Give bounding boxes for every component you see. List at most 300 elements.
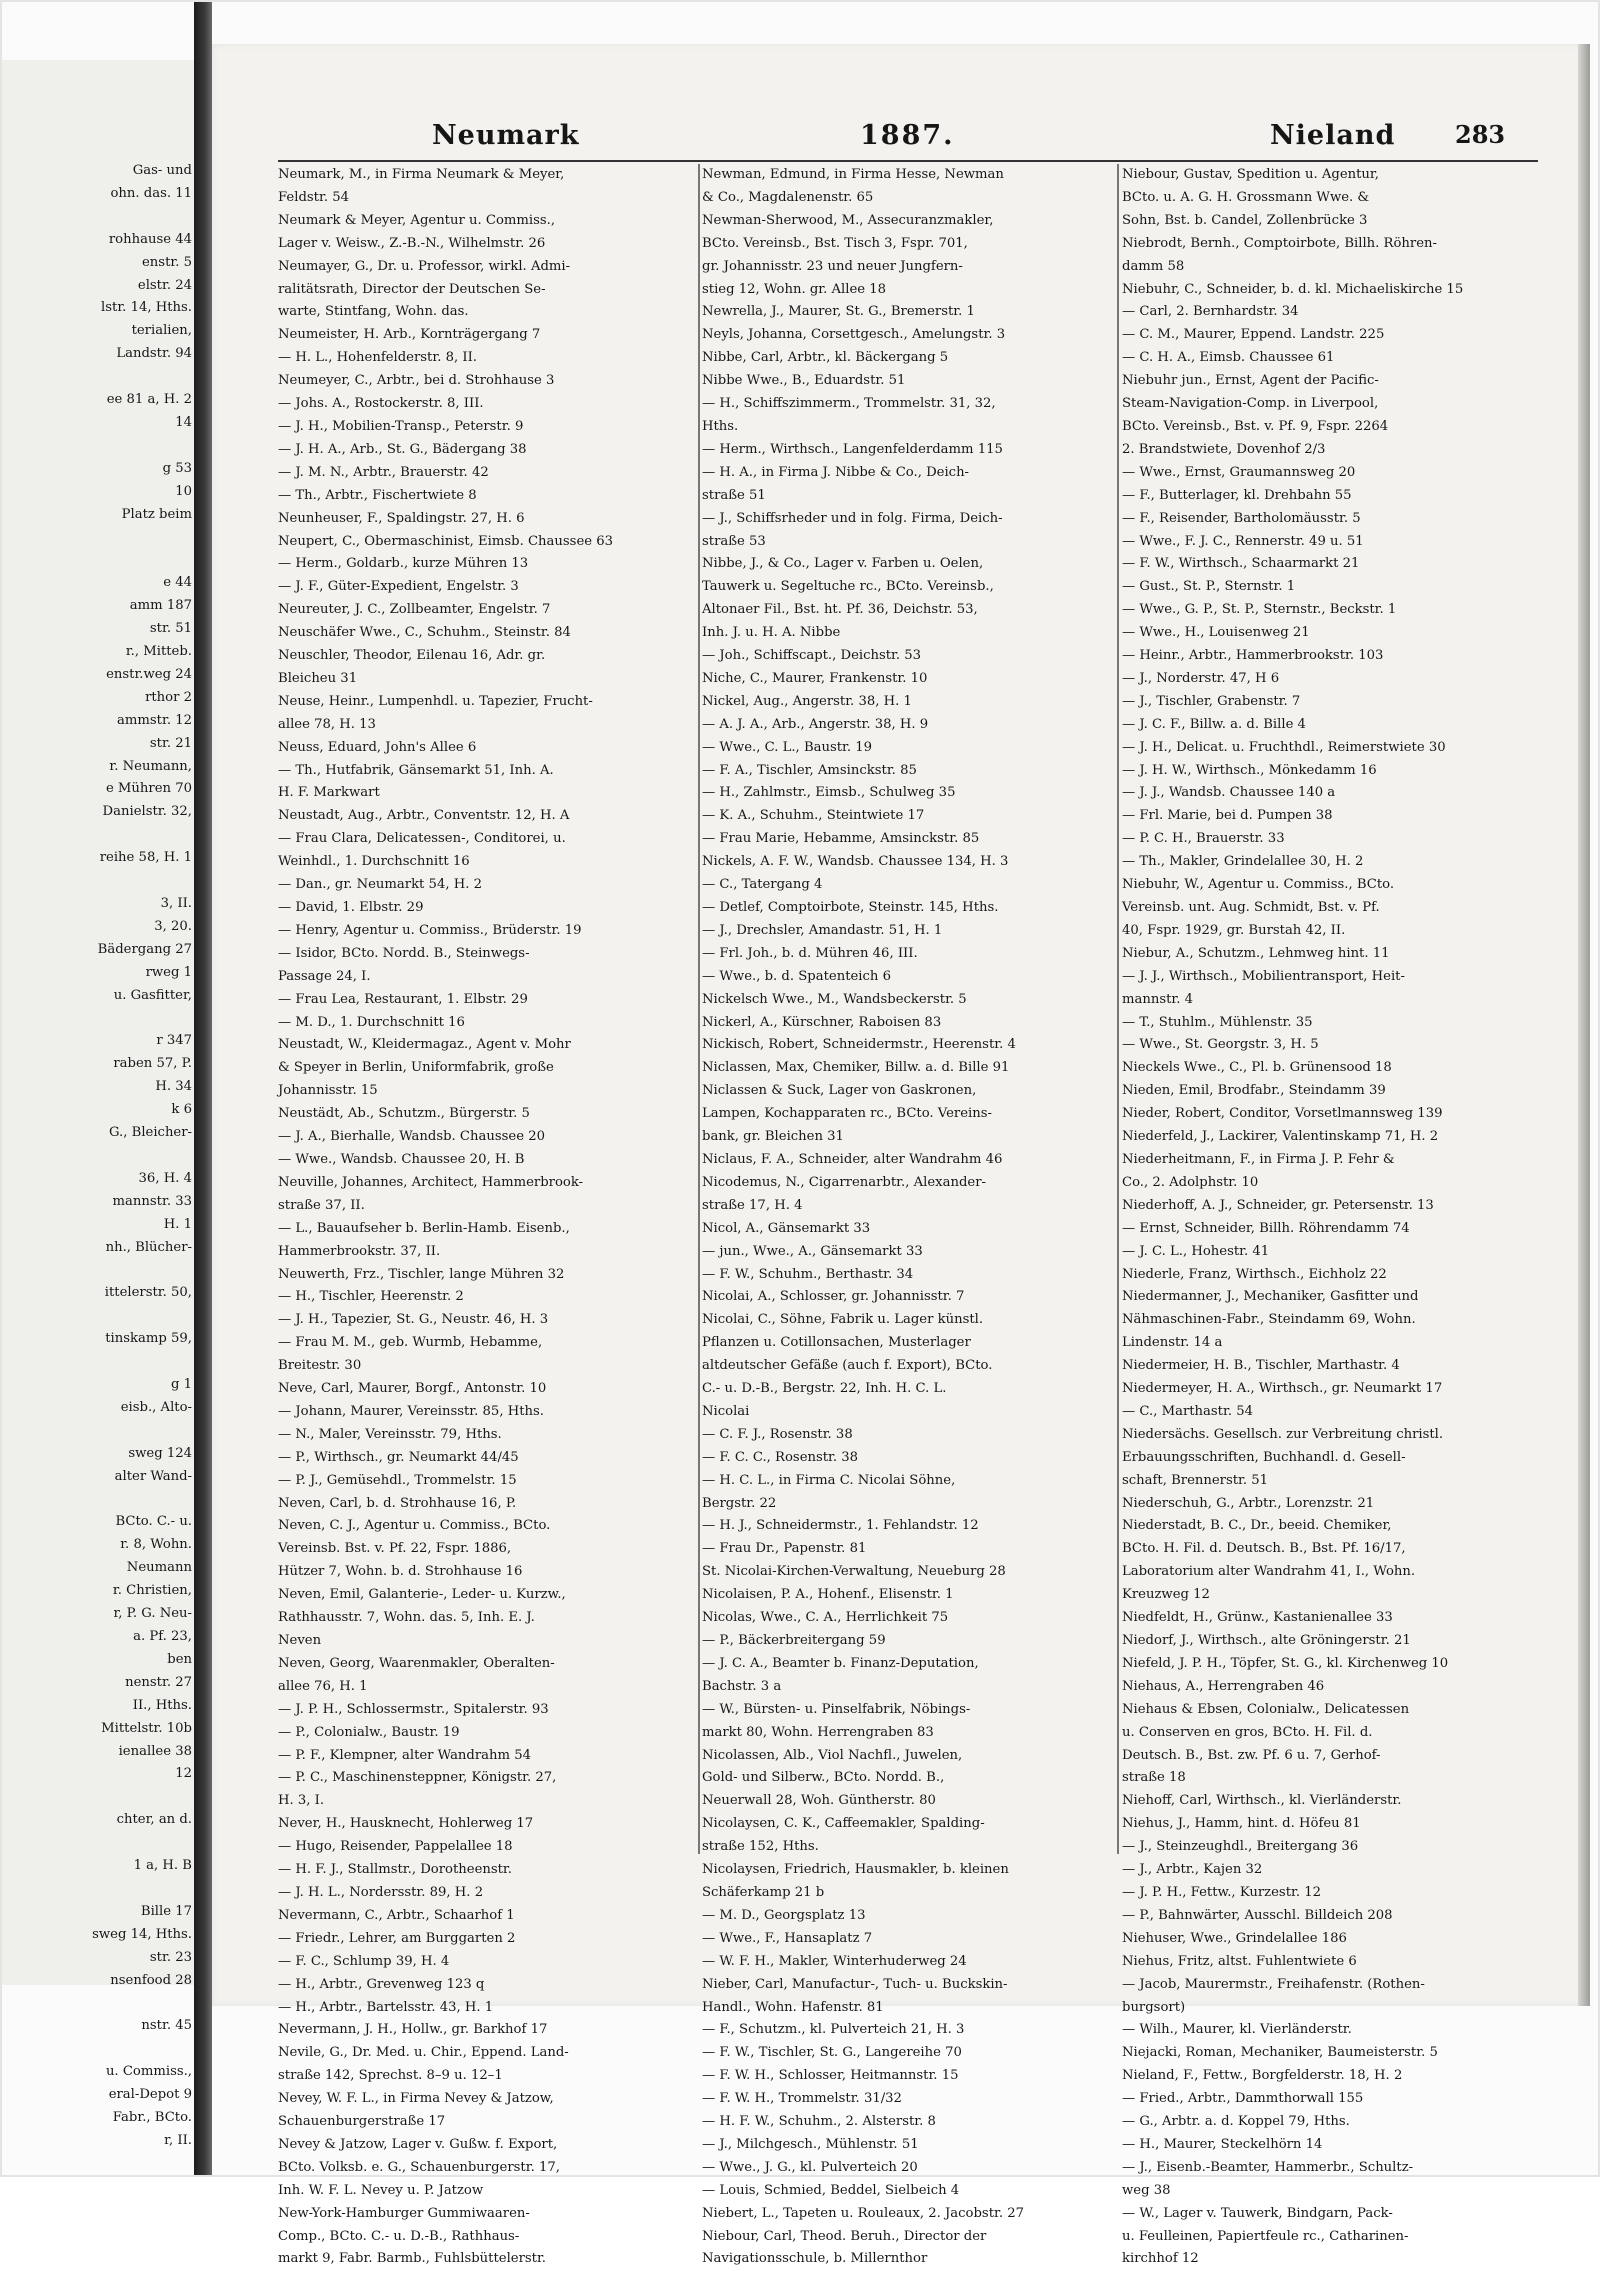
directory-entry-line: — Joh., Schiffscapt., Deichstr. 53	[702, 648, 922, 664]
fragment-line: rweg 1	[145, 964, 192, 980]
fragment-line: ben	[167, 1651, 192, 1667]
directory-entry-line: — J., Norderstr. 47, H 6	[1122, 670, 1280, 686]
directory-entry-line: — Wwe., F., Hansaplatz 7	[702, 1930, 873, 1946]
directory-entry-line: Nibbe, Carl, Arbtr., kl. Bäckergang 5	[702, 350, 949, 366]
directory-entry-line: Nicolai, C., Söhne, Fabrik u. Lager künstl.	[702, 1312, 984, 1328]
fragment-line	[4, 870, 192, 893]
fragment-line: reihe 58, H. 1	[99, 850, 192, 866]
directory-entry-line: — J. P. H., Fettw., Kurzestr. 12	[1122, 1884, 1322, 1900]
directory-entry-line: Lager v. Weisw., Z.-B.-N., Wilhelmstr. 26	[278, 235, 546, 251]
directory-entry-line: markt 9, Fabr. Barmb., Fuhlsbüttelerstr.	[278, 2251, 547, 2267]
fragment-line: 14	[175, 414, 192, 430]
directory-entry-line: Comp., BCto. C.- u. D.-B., Rathhaus-	[278, 2228, 520, 2244]
directory-entry-line: Nieden, Emil, Brodfabr., Steindamm 39	[1122, 1083, 1386, 1099]
fragment-line: str. 21	[149, 735, 192, 751]
directory-entry-line: — Frau Lea, Restaurant, 1. Elbstr. 29	[278, 991, 528, 1007]
directory-entry-line: Niedermeier, H. B., Tischler, Marthastr. 4	[1122, 1358, 1400, 1374]
directory-entry-line: Niederstadt, B. C., Dr., beeid. Chemiker,	[1122, 1518, 1392, 1534]
fragment-line: nenstr. 27	[125, 1674, 192, 1690]
directory-entry-line: Niebour, Carl, Theod. Beruh., Director der	[702, 2228, 987, 2244]
fragment-line: chter, an d.	[116, 1812, 192, 1828]
directory-entry-line: Schäferkamp 21 b	[702, 1884, 825, 1900]
fragment-line: 36, H. 4	[138, 1170, 192, 1186]
directory-entry-line: Nicol, A., Gänsemarkt 33	[702, 1220, 871, 1236]
directory-entry-line: Nicolassen, Alb., Viol Nachfl., Juwelen,	[702, 1747, 963, 1763]
directory-entry-line: — Th., Makler, Grindelallee 30, H. 2	[1122, 854, 1364, 870]
fragment-line: 12	[175, 1766, 192, 1782]
directory-entry-line: — Ernst, Schneider, Billh. Röhrendamm 74	[1122, 1220, 1410, 1236]
fragment-line: r, P. G. Neu-	[113, 1606, 192, 1622]
fragment-line	[4, 1305, 192, 1328]
directory-entry-line: — Wwe., C. L., Baustr. 19	[702, 739, 873, 755]
column-divider	[698, 164, 700, 1854]
directory-entry-line: — G., Arbtr. a. d. Koppel 79, Hths.	[1122, 2114, 1350, 2130]
header-year: 1887.	[860, 120, 955, 151]
directory-entry-line: Lindenstr. 14 a	[1122, 1335, 1223, 1351]
directory-entry-line: Gold- und Silberw., BCto. Nordd. B.,	[702, 1770, 945, 1786]
directory-entry-line: St. Nicolai-Kirchen-Verwaltung, Neueburg 28	[702, 1564, 1006, 1580]
fragment-line	[4, 2038, 192, 2061]
directory-entry-line: schaft, Brennerstr. 51	[1122, 1472, 1269, 1488]
directory-entry-line: Niedorf, J., Wirthsch., alte Gröningerstr. 21	[1122, 1633, 1411, 1648]
directory-entry-line: Niebrodt, Bernh., Comptoirbote, Billh. Röhren-	[1122, 235, 1437, 251]
directory-entry-line: Niclassen & Suck, Lager von Gaskronen,	[702, 1083, 977, 1099]
directory-entry-line: — H. C. L., in Firma C. Nicolai Söhne,	[702, 1472, 956, 1488]
directory-entry-line: straße 142, Sprechst. 8–9 u. 12–1	[278, 2068, 503, 2084]
fragment-line: G., Bleicher-	[108, 1125, 192, 1141]
directory-entry-line: Nevey & Jatzow, Lager v. Gußw. f. Export,	[278, 2136, 558, 2152]
column-divider	[1117, 164, 1119, 1854]
directory-entry-line: — Wwe., Ernst, Graumannsweg 20	[1122, 464, 1356, 480]
directory-entry-line: Nibbe, J., & Co., Lager v. Farben u. Oelen,	[702, 556, 984, 572]
directory-entry-line: Erbauungsschriften, Buchhandl. d. Gesell-	[1122, 1449, 1406, 1465]
directory-entry-line: Niclaus, F. A., Schneider, alter Wandrahm 46	[702, 1151, 1003, 1167]
directory-entry-line: Niederschuh, G., Arbtr., Lorenzstr. 21	[1122, 1495, 1375, 1511]
fragment-line: enstr. 5	[142, 254, 192, 270]
directory-entry-line: H. 3, I.	[278, 1793, 325, 1809]
directory-entry-line: — Wwe., J. G., kl. Pulverteich 20	[702, 2159, 918, 2175]
fragment-line: Danielstr. 32,	[102, 804, 192, 820]
directory-entry-line: BCto. Volksb. e. G., Schauenburgerstr. 17,	[278, 2159, 560, 2175]
directory-entry-line: Vereinsb. unt. Aug. Schmidt, Bst. v. Pf.	[1122, 900, 1380, 915]
directory-entry-line: — J., Steinzeughdl., Breitergang 36	[1122, 1839, 1359, 1855]
directory-entry-line: 2. Brandstwiete, Dovenhof 2/3	[1122, 441, 1326, 457]
directory-entry-line: — F. W. H., Schlosser, Heitmannstr. 15	[702, 2068, 959, 2084]
directory-entry-line: allee 76, H. 1	[278, 1678, 368, 1694]
fragment-line: terialien,	[131, 323, 192, 339]
fragment-line: Landstr. 94	[116, 346, 192, 362]
directory-entry-line: — Detlef, Comptoirbote, Steinstr. 145, Hths.	[702, 900, 999, 915]
directory-entry-line: — F. W. H., Trommelstr. 31/32	[702, 2091, 902, 2107]
fragment-line: k 6	[171, 1102, 192, 1118]
directory-entry-line: Niederheitmann, F., in Firma J. P. Fehr &	[1122, 1151, 1395, 1167]
directory-entry-line: — L., Bauaufseher b. Berlin-Hamb. Eisenb.,	[278, 1220, 570, 1236]
directory-entry-line: Neumayer, G., Dr. u. Professor, wirkl. Admi-	[278, 258, 571, 274]
directory-entry-line: — Johann, Maurer, Vereinsstr. 85, Hths.	[278, 1403, 544, 1419]
directory-entry-line: — C. F. J., Rosenstr. 38	[702, 1426, 853, 1442]
directory-entry-line: Hützer 7, Wohn. b. d. Strohhause 16	[278, 1564, 523, 1580]
fragment-line: eral-Depot 9	[108, 2087, 192, 2103]
fragment-line	[4, 1878, 192, 1901]
directory-entry-line: — Jacob, Maurermstr., Freihafenstr. (Rothen-	[1122, 1976, 1425, 1992]
directory-entry-line: Handl., Wohn. Hafenstr. 81	[702, 1999, 884, 2015]
directory-entry-line: damm 58	[1122, 258, 1185, 274]
directory-entry-line: gr. Johannisstr. 23 und neuer Jungfern-	[702, 258, 963, 274]
directory-entry-line: & Speyer in Berlin, Uniformfabrik, große	[278, 1060, 554, 1076]
directory-entry-line: Niehaus, A., Herrengraben 46	[1122, 1678, 1325, 1694]
fragment-line: II., Hths.	[132, 1697, 192, 1713]
directory-entry-line: — M. D., Georgsplatz 13	[702, 1907, 866, 1923]
directory-entry-line: — Herm., Goldarb., kurze Mühren 13	[278, 556, 529, 572]
directory-entry-line: Weinhdl., 1. Durchschnitt 16	[278, 854, 470, 870]
fragment-line: Bädergang 27	[97, 941, 192, 957]
fragment-line: u. Commiss.,	[105, 2064, 192, 2080]
directory-entry-line: — Johs. A., Rostockerstr. 8, III.	[278, 396, 484, 412]
fragment-line	[4, 1993, 192, 2016]
fragment-line: r., Mitteb.	[125, 644, 192, 660]
directory-entry-line: — J. P. H., Schlossermstr., Spitalerstr. 93	[278, 1701, 549, 1717]
directory-entry-line: — Louis, Schmied, Beddel, Sielbeich 4	[702, 2182, 960, 2198]
directory-entry-line: Neustadt, W., Kleidermagaz., Agent v. Mohr	[278, 1037, 571, 1053]
fragment-line: sweg 124	[128, 1445, 192, 1461]
directory-entry-line: Kreuzweg 12	[1122, 1587, 1210, 1603]
directory-entry-line: — Fried., Arbtr., Dammthorwall 155	[1122, 2091, 1364, 2107]
directory-entry-line: — J. H., Delicat. u. Fruchthdl., Reimerstwiete 30	[1122, 739, 1446, 755]
directory-entry-line: Nickels, A. F. W., Wandsb. Chaussee 134, H. 3	[702, 854, 1009, 870]
directory-entry-line: — H. A., in Firma J. Nibbe & Co., Deich-	[702, 464, 970, 480]
directory-entry-line: — Henry, Agentur u. Commiss., Brüderstr. 19	[278, 922, 582, 938]
directory-entry-line: Sohn, Bst. b. Candel, Zollenbrücke 3	[1122, 212, 1368, 228]
fragment-line: rthor 2	[145, 689, 192, 705]
directory-entry-line: — jun., Wwe., A., Gänsemarkt 33	[702, 1243, 923, 1259]
running-header	[280, 120, 1506, 152]
directory-entry-line: Nickel, Aug., Angerstr. 38, H. 1	[702, 693, 912, 709]
fragment-line: e 44	[163, 575, 192, 591]
directory-entry-line: Nicolaysen, Friedrich, Hausmakler, b. kleinen	[702, 1862, 1009, 1878]
fragment-line	[4, 1786, 192, 1809]
directory-entry-line: Neustadt, Aug., Arbtr., Conventstr. 12, H. A	[278, 808, 570, 824]
directory-entry-line: Nicolai	[702, 1403, 750, 1419]
directory-entry-line: Nicodemus, N., Cigarrenarbtr., Alexander-	[702, 1174, 986, 1190]
directory-entry-line: — F. A., Tischler, Amsinckstr. 85	[702, 762, 917, 778]
directory-entry-line: Niclassen, Max, Chemiker, Billw. a. d. Bille 91	[702, 1060, 1010, 1076]
directory-entry-line: ralitätsrath, Director der Deutschen Se-	[278, 281, 546, 297]
directory-entry-line: — J. H. A., Arb., St. G., Bädergang 38	[278, 441, 527, 457]
directory-entry-line: Neumark, M., in Firma Neumark & Meyer,	[278, 167, 565, 182]
fragment-line: Mittelstr. 10b	[101, 1720, 192, 1736]
directory-entry-line: Neven, Emil, Galanterie-, Leder- u. Kurzw.,	[278, 1587, 566, 1603]
directory-entry-line: u. Conserven en gros, BCto. H. Fil. d.	[1122, 1724, 1373, 1740]
directory-entry-line: — Th., Arbtr., Fischertwiete 8	[278, 487, 477, 503]
directory-entry-line: Niedermeyer, H. A., Wirthsch., gr. Neumarkt 17	[1122, 1381, 1443, 1397]
fragment-line: str. 51	[149, 621, 192, 637]
directory-entry-line: warte, Stintfang, Wohn. das.	[278, 304, 469, 320]
directory-entry-line: Steam-Navigation-Comp. in Liverpool,	[1122, 396, 1379, 412]
directory-entry-line: — H., Maurer, Steckelhörn 14	[1122, 2136, 1323, 2152]
directory-entry-line: Nieland, F., Fettw., Borgfelderstr. 18, H. 2	[1122, 2068, 1403, 2084]
directory-entry-line: Bergstr. 22	[702, 1495, 777, 1511]
directory-entry-line: Niebour, Gustav, Spedition u. Agentur,	[1122, 167, 1379, 182]
directory-entry-line: — A. J. A., Arb., Angerstr. 38, H. 9	[702, 716, 929, 732]
fragment-line: mannstr. 33	[112, 1193, 192, 1209]
directory-entry-line: — F., Reisender, Bartholomäusstr. 5	[1122, 510, 1361, 526]
directory-entry-line: — Wwe., F. J. C., Rennerstr. 49 u. 51	[1122, 533, 1364, 549]
directory-entry-line: Neuse, Heinr., Lumpenhdl. u. Tapezier, Frucht-	[278, 693, 593, 709]
directory-entry-line: — J. C. L., Hohestr. 41	[1122, 1243, 1270, 1259]
directory-entry-line: Niebur, A., Schutzm., Lehmweg hint. 11	[1122, 945, 1390, 961]
fragment-line	[4, 366, 192, 389]
directory-entry-line: Hths.	[702, 418, 739, 434]
directory-entry-line: Niehoff, Carl, Wirthsch., kl. Vierländerstr.	[1122, 1793, 1402, 1809]
directory-entry-line: — J. H., Tapezier, St. G., Neustr. 46, H. 3	[278, 1312, 549, 1328]
directory-entry-line: — Dan., gr. Neumarkt 54, H. 2	[278, 877, 482, 893]
fragment-line	[4, 206, 192, 229]
directory-entry-line: Passage 24, I.	[278, 968, 371, 984]
fragment-line: ittelerstr. 50,	[104, 1285, 192, 1301]
directory-entry-line: Bleicheu 31	[278, 670, 358, 686]
directory-entry-line: — J. H. L., Nordersstr. 89, H. 2	[278, 1884, 484, 1900]
fragment-line: r. Christien,	[112, 1583, 192, 1599]
directory-entry-line: — H. F. J., Stallmstr., Dorotheenstr.	[278, 1862, 512, 1878]
directory-entry-line: — C., Tatergang 4	[702, 877, 823, 893]
fragment-line: 1 a, H. B	[133, 1858, 192, 1874]
directory-entry-line: — Heinr., Arbtr., Hammerbrookstr. 103	[1122, 648, 1384, 664]
directory-entry-line: Nevile, G., Dr. Med. u. Chir., Eppend. Land-	[278, 2045, 569, 2061]
header-last-entry: Nieland	[1270, 120, 1396, 151]
fragment-line: ammstr. 12	[117, 712, 192, 728]
fragment-line: BCto. C.- u.	[115, 1514, 192, 1530]
directory-entry-line: Nickerl, A., Kürschner, Raboisen 83	[702, 1014, 942, 1030]
fragment-line: sweg 14, Hths.	[92, 1926, 192, 1942]
directory-entry-line: straße 17, H. 4	[702, 1197, 803, 1213]
directory-entry-line: — J. H., Mobilien-Transp., Peterstr. 9	[278, 418, 524, 434]
directory-entry-line: Niejacki, Roman, Mechaniker, Baumeisterstr. 5	[1122, 2045, 1438, 2061]
directory-entry-line: — J. H. W., Wirthsch., Mönkedamm 16	[1122, 762, 1377, 778]
directory-entry-line: — F., Schutzm., kl. Pulverteich 21, H. 3	[702, 2022, 965, 2038]
fragment-line	[4, 824, 192, 847]
directory-entry-line: Deutsch. B., Bst. zw. Pf. 6 u. 7, Gerhof-	[1122, 1747, 1381, 1763]
directory-entry-line: — H., Tischler, Heerenstr. 2	[278, 1289, 464, 1305]
fragment-line: 3, 20.	[154, 918, 192, 934]
directory-entry-line: — Wwe., b. d. Spatenteich 6	[702, 968, 891, 984]
directory-column-3	[1122, 164, 1538, 2267]
directory-entry-line: — Th., Hutfabrik, Gänsemarkt 51, Inh. A.	[278, 762, 554, 778]
directory-entry-line: C.- u. D.-B., Bergstr. 22, Inh. H. C. L.	[702, 1381, 947, 1397]
directory-entry-line: — H., Arbtr., Bartelsstr. 43, H. 1	[278, 1999, 494, 2015]
header-rule	[278, 160, 1538, 162]
directory-entry-line: Nevey, W. F. L., in Firma Nevey & Jatzow,	[278, 2091, 554, 2107]
directory-entry-line: — J. J., Wirthsch., Mobilientransport, Heit-	[1122, 968, 1405, 984]
directory-entry-line: — W., Bürsten- u. Pinselfabrik, Nöbings-	[702, 1701, 971, 1717]
directory-entry-line: — T., Stuhlm., Mühlenstr. 35	[1122, 1014, 1313, 1030]
directory-column-2	[702, 164, 1114, 2267]
directory-entry-line: — W. F. H., Makler, Winterhuderweg 24	[702, 1953, 967, 1969]
fragment-line: enstr.weg 24	[106, 666, 192, 682]
directory-entry-line: Neureuter, J. C., Zollbeamter, Engelstr. 7	[278, 602, 551, 618]
directory-entry-line: weg 38	[1122, 2182, 1171, 2198]
directory-entry-line: — H., Schiffszimmerm., Trommelstr. 31, 32,	[702, 396, 996, 412]
directory-entry-line: — H., Zahlmstr., Eimsb., Schulweg 35	[702, 785, 956, 801]
fragment-line: tinskamp 59,	[105, 1331, 192, 1347]
directory-entry-line: — C. H. A., Eimsb. Chaussee 61	[1122, 350, 1335, 366]
fragment-line: amm 187	[129, 598, 192, 614]
directory-entry-line: bank, gr. Bleichen 31	[702, 1129, 844, 1145]
directory-entry-line: Neumeister, H. Arb., Kornträgergang 7	[278, 327, 541, 343]
directory-entry-line: — P. C. H., Brauerstr. 33	[1122, 831, 1285, 847]
directory-entry-line: Never, H., Hausknecht, Hohlerweg 17	[278, 1816, 534, 1832]
directory-entry-line: Lampen, Kochapparaten rc., BCto. Vereins-	[702, 1106, 992, 1122]
directory-entry-line: Neven, Carl, b. d. Strohhause 16, P.	[278, 1495, 517, 1511]
directory-entry-line: Neuville, Johannes, Architect, Hammerbrook-	[278, 1174, 584, 1190]
directory-entry-line: — Wwe., Wandsb. Chaussee 20, H. B	[278, 1151, 525, 1167]
fragment-line: Bille 17	[140, 1903, 192, 1919]
directory-entry-line: — M. D., 1. Durchschnitt 16	[278, 1014, 465, 1030]
directory-entry-line: Newman, Edmund, in Firma Hesse, Newman	[702, 167, 1004, 182]
directory-entry-line: — J. A., Bierhalle, Wandsb. Chaussee 20	[278, 1129, 545, 1145]
directory-entry-line: — N., Maler, Vereinsstr. 79, Hths.	[278, 1426, 502, 1442]
fragment-line: Platz beim	[121, 506, 192, 522]
directory-entry-line: Niebuhr, W., Agentur u. Commiss., BCto.	[1122, 877, 1395, 893]
directory-entry-line: Rathhausstr. 7, Wohn. das. 5, Inh. E. J.	[278, 1610, 535, 1626]
directory-entry-line: Nähmaschinen-Fabr., Steindamm 69, Wohn.	[1122, 1312, 1416, 1328]
fragment-line: nstr. 45	[141, 2018, 192, 2034]
directory-entry-line: Laboratorium alter Wandrahm 41, I., Wohn.	[1122, 1564, 1416, 1580]
directory-entry-line: altdeutscher Gefäße (auch f. Export), BCto.	[702, 1358, 993, 1374]
directory-entry-line: — P., Bahnwärter, Ausschl. Billdeich 208	[1122, 1907, 1393, 1923]
directory-column-1	[278, 164, 695, 2267]
directory-entry-line: — J. C. A., Beamter b. Finanz-Deputation,	[702, 1655, 979, 1671]
fragment-line: ienallee 38	[118, 1743, 192, 1759]
directory-entry-line: — P. F., Klempner, alter Wandrahm 54	[278, 1747, 532, 1763]
fragment-line: str. 23	[149, 1949, 192, 1965]
directory-entry-line: straße 51	[702, 487, 766, 503]
directory-entry-line: — J. C. F., Billw. a. d. Bille 4	[1122, 716, 1306, 732]
directory-entry-line: — J. F., Güter-Expedient, Engelstr. 3	[278, 579, 519, 595]
fragment-line: nsenfood 28	[110, 1972, 192, 1988]
directory-entry-line: BCto. Vereinsb., Bst. v. Pf. 9, Fspr. 2264	[1122, 418, 1389, 434]
fragment-line	[4, 435, 192, 458]
directory-entry-line: Niehaus & Ebsen, Colonialw., Delicatessen	[1122, 1701, 1410, 1717]
directory-entry-line: — C. M., Maurer, Eppend. Landstr. 225	[1122, 327, 1385, 343]
directory-entry-line: — P. C., Maschinensteppner, Königstr. 27,	[278, 1770, 557, 1786]
directory-entry-line: — J., Arbtr., Kajen 32	[1122, 1862, 1263, 1878]
directory-entry-line: Nevermann, C., Arbtr., Schaarhof 1	[278, 1907, 515, 1923]
directory-entry-line: Nicolas, Wwe., C. A., Herrlichkeit 75	[702, 1610, 949, 1626]
directory-entry-line: Nieber, Carl, Manufactur-, Tuch- u. Buckskin-	[702, 1976, 1008, 1992]
fragment-line: g 53	[162, 460, 192, 476]
directory-entry-line: — P., Wirthsch., gr. Neumarkt 44/45	[278, 1449, 519, 1465]
fragment-line: Neumann	[126, 1560, 192, 1576]
directory-entry-line: New-York-Hamburger Gummiwaaren-	[278, 2205, 530, 2221]
fragment-line: alter Wand-	[114, 1468, 192, 1484]
fragment-line: H. 34	[155, 1079, 192, 1095]
fragment-line: nh., Blücher-	[105, 1239, 192, 1255]
directory-entry-line: Nevermann, J. H., Hollw., gr. Barkhof 17	[278, 2022, 548, 2038]
directory-entry-line: mannstr. 4	[1122, 991, 1194, 1007]
directory-entry-line: Neven	[278, 1633, 322, 1648]
directory-entry-line: Neuwerth, Frz., Tischler, lange Mühren 32	[278, 1266, 565, 1282]
directory-entry-line: Niebert, L., Tapeten u. Rouleaux, 2. Jacobstr. 27	[702, 2205, 1025, 2221]
directory-entry-line: Niebuhr jun., Ernst, Agent der Pacific-	[1122, 373, 1379, 389]
directory-entry-line: Neuerwall 28, Woh. Güntherstr. 80	[702, 1793, 936, 1809]
directory-entry-line: — J., Tischler, Grabenstr. 7	[1122, 693, 1301, 709]
directory-entry-line: Niedersächs. Gesellsch. zur Verbreitung christl.	[1122, 1426, 1444, 1442]
directory-entry-line: Nibbe Wwe., B., Eduardstr. 51	[702, 373, 906, 389]
directory-entry-line: — Frau M. M., geb. Wurmb, Hebamme,	[278, 1335, 543, 1351]
directory-entry-line: BCto. H. Fil. d. Deutsch. B., Bst. Pf. 16/17,	[1122, 1541, 1406, 1557]
fragment-line: Fabr., BCto.	[112, 2110, 192, 2126]
directory-entry-line: — H. L., Hohenfelderstr. 8, II.	[278, 350, 477, 366]
directory-entry-line: — Wilh., Maurer, kl. Vierländerstr.	[1122, 2022, 1352, 2038]
directory-entry-line: — Isidor, BCto. Nordd. B., Steinwegs-	[278, 945, 530, 961]
directory-entry-line: BCto. u. A. G. H. Grossmann Wwe. &	[1122, 189, 1370, 205]
directory-entry-line: Neunheuser, F., Spaldingstr. 27, H. 6	[278, 510, 525, 526]
left-page-fragment	[4, 160, 192, 2148]
directory-entry-line: H. F. Markwart	[278, 785, 380, 801]
fragment-line: e Mühren 70	[105, 781, 192, 797]
directory-entry-line: Navigationsschule, b. Millernthor	[702, 2251, 928, 2267]
directory-entry-line: Pflanzen u. Cotillonsachen, Musterlager	[702, 1335, 971, 1351]
fragment-line: lstr. 14, Hths.	[101, 300, 192, 316]
directory-entry-line: Niedfeldt, H., Grünw., Kastanienallee 33	[1122, 1610, 1393, 1626]
directory-entry-line: Neve, Carl, Maurer, Borgf., Antonstr. 10	[278, 1381, 547, 1397]
fragment-line	[4, 1260, 192, 1283]
directory-entry-line: — F. W., Tischler, St. G., Langereihe 70	[702, 2045, 962, 2061]
directory-entry-line: u. Feulleinen, Papiertfeule rc., Catharinen-	[1122, 2228, 1409, 2244]
fragment-line: H. 1	[163, 1216, 192, 1232]
directory-entry-line: — F. W., Wirthsch., Schaarmarkt 21	[1122, 556, 1360, 572]
directory-entry-line: Inh. W. F. L. Nevey u. P. Jatzow	[278, 2182, 484, 2198]
directory-entry-line: Bachstr. 3 a	[702, 1678, 782, 1694]
directory-entry-line: — P., Bäckerbreitergang 59	[702, 1633, 886, 1648]
directory-entry-line: BCto. Vereinsb., Bst. Tisch 3, Fspr. 701,	[702, 235, 968, 251]
directory-entry-line: — H. F. W., Schuhm., 2. Alsterstr. 8	[702, 2114, 936, 2130]
fragment-line: r. 8, Wohn.	[120, 1537, 192, 1553]
directory-entry-line: Neumark & Meyer, Agentur u. Commiss.,	[278, 212, 556, 228]
directory-entry-line: — Frau Dr., Papenstr. 81	[702, 1541, 867, 1557]
directory-entry-line: — K. A., Schuhm., Steintwiete 17	[702, 808, 925, 824]
directory-entry-line: Niedermanner, J., Mechaniker, Gasfitter und	[1122, 1289, 1419, 1305]
directory-entry-line: Nickelsch Wwe., M., Wandsbeckerstr. 5	[702, 991, 967, 1007]
header-first-entry: Neumark	[432, 120, 580, 151]
directory-entry-line: — Frl. Joh., b. d. Mühren 46, III.	[702, 945, 918, 961]
directory-entry-line: Niehus, J., Hamm, hint. d. Höfeu 81	[1122, 1816, 1361, 1832]
directory-entry-line: burgsort)	[1122, 1999, 1186, 2015]
fragment-line: rohhause 44	[108, 231, 192, 247]
directory-entry-line: kirchhof 12	[1122, 2251, 1199, 2267]
fragment-line: ohn. das. 11	[110, 185, 192, 201]
fragment-line: r, II.	[164, 2132, 192, 2148]
directory-entry-line: Breitestr. 30	[278, 1358, 362, 1374]
directory-entry-line: — Friedr., Lehrer, am Burggarten 2	[278, 1930, 516, 1946]
directory-entry-line: — Gust., St. P., Sternstr. 1	[1122, 579, 1296, 595]
directory-entry-line: — F. W., Schuhm., Berthastr. 34	[702, 1266, 914, 1282]
directory-entry-line: Neven, C. J., Agentur u. Commiss., BCto.	[278, 1518, 551, 1534]
fragment-line	[4, 1489, 192, 1512]
directory-entry-line: — J. J., Wandsb. Chaussee 140 a	[1122, 785, 1336, 801]
directory-entry-line: Niederhoff, A. J., Schneider, gr. Petersenstr. 13	[1122, 1197, 1434, 1213]
directory-entry-line: Altonaer Fil., Bst. ht. Pf. 36, Deichstr. 53,	[702, 602, 978, 618]
directory-entry-line: Neyls, Johanna, Corsettgesch., Amelungstr. 3	[702, 327, 1006, 343]
fragment-line	[4, 1351, 192, 1374]
directory-entry-line: — W., Lager v. Tauwerk, Bindgarn, Pack-	[1122, 2205, 1393, 2221]
directory-entry-line: Niehus, Fritz, altst. Fuhlentwiete 6	[1122, 1953, 1357, 1969]
fragment-line	[4, 1420, 192, 1443]
fragment-line: 3, II.	[160, 896, 192, 911]
directory-entry-line: Niederfeld, J., Lackirer, Valentinskamp 71, H. 2	[1122, 1129, 1439, 1145]
directory-entry-line: Nicolaysen, C. K., Caffeemakler, Spalding-	[702, 1816, 985, 1832]
directory-entry-line: straße 37, II.	[278, 1197, 365, 1213]
